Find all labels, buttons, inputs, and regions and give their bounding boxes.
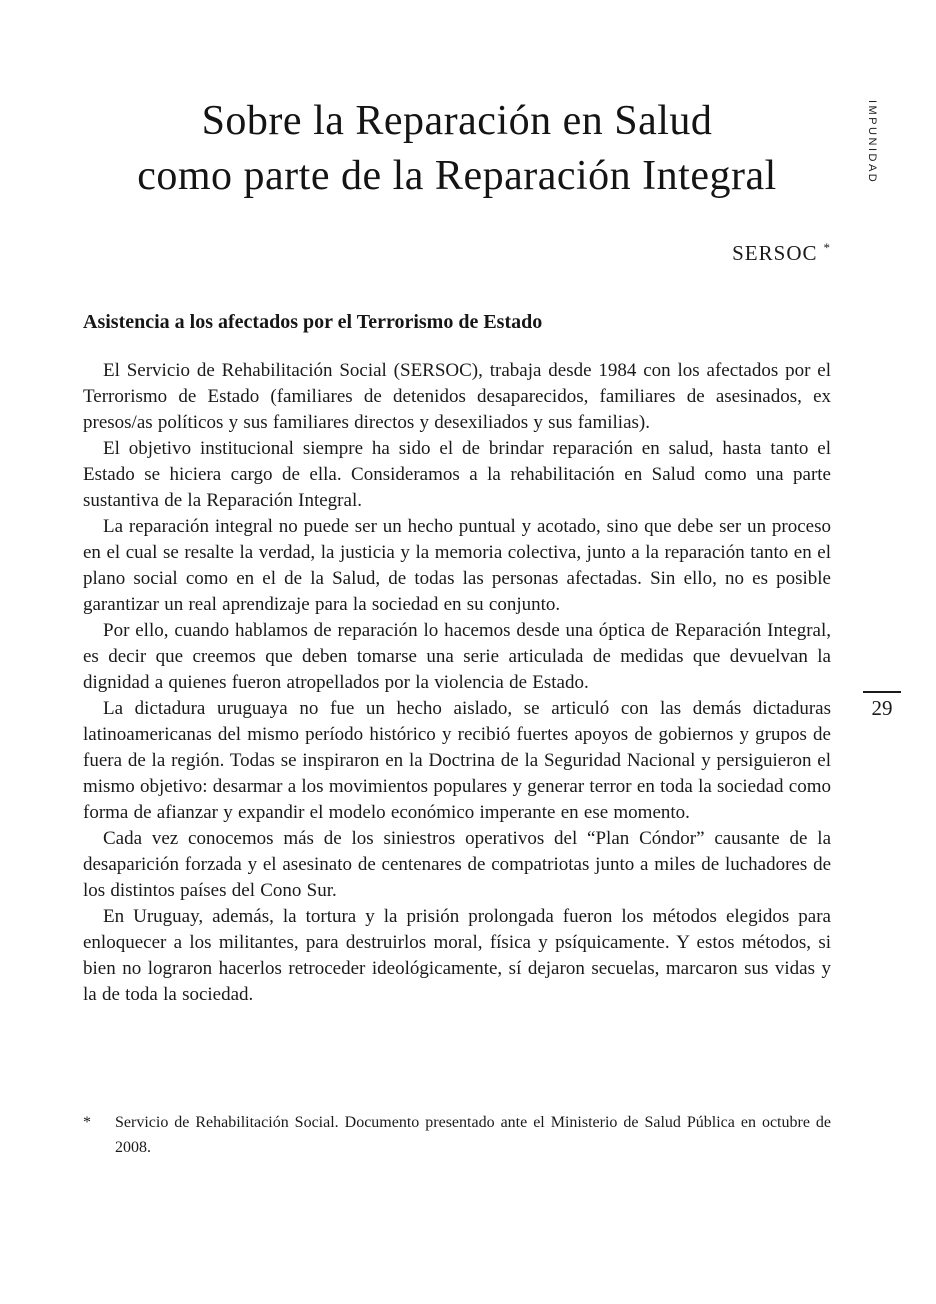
paragraph: La dictadura uruguaya no fue un hecho aislado, se articuló con las demás dictaduras latinoamericanas del mismo período histórico y recibió fuertes apoyos de gobiernos y grupos de fuera de la región. Todas se inspiraron en la Doctrina de la Seguridad Nacional y persiguieron el mismo objetivo: desarmar a los movimientos populares y generar terror en toda la sociedad como forma de afianzar y expandir el modelo económico imperante en ese momento. [83,698,831,823]
paragraph: En Uruguay, además, la tortura y la prisión prolongada fueron los métodos elegidos para enloquecer a los militantes, para destruirlos moral, física y psíquicamente. Y estos métodos, si bien no lograron hacerlos retroceder ideológicamente, sí dejaron secuelas, marcaron sus vidas y la de toda la sociedad. [83,906,831,1005]
paragraph: El Servicio de Rehabilitación Social (SERSOC), trabaja desde 1984 con los afectados por el Terrorismo de Estado (familiares de detenidos desaparecidos, familiares de asesinados, ex presos/as políticos y sus familiares directos y desexiliados y sus familias). [83,360,831,433]
article-title-line-2: como parte de la Reparación Integral [137,153,777,199]
article-title-line-1: Sobre la Reparación en Salud [201,98,713,144]
page-number-block [863,691,901,720]
margin-vertical-label: IMPUNIDAD [866,100,878,185]
footnote-marker: * [83,1114,91,1131]
article-title [83,94,831,204]
section-heading: Asistencia a los afectados por el Terrorismo de Estado [83,311,543,333]
page-number: 29 [871,696,893,720]
footnote-text: Servicio de Rehabilitación Social. Documento presentado ante el Ministerio de Salud Pública en octubre de 2008. [115,1114,831,1156]
body-text [83,358,831,1008]
author-footnote-mark: * [823,240,831,255]
paragraph: El objetivo institucional siempre ha sido el de brindar reparación en salud, hasta tanto el Estado se hiciera cargo de ella. Consideramos a la rehabilitación en Salud como una parte sustantiva de la Reparación Integral. [83,438,831,511]
page-content [83,0,831,1008]
paragraph: Cada vez conocemos más de los siniestros operativos del “Plan Cóndor” causante de la desaparición forzada y el asesinato de centenares de compatriotas junto a miles de luchadores de los distintos países del Cono Sur. [83,828,831,901]
footnote [83,1110,831,1160]
author-name: SERSOC [732,241,818,265]
paragraph: Por ello, cuando hablamos de reparación lo hacemos desde una óptica de Reparación Integral, es decir que creemos que deben tomarse una serie articulada de medidas que devuelvan la dignidad a quienes fueron atropellados por la violencia de Estado. [83,620,831,693]
byline [83,240,831,266]
paragraph: La reparación integral no puede ser un hecho puntual y acotado, sino que debe ser un proceso en el cual se resalte la verdad, la justicia y la memoria colectiva, junto a la reparación tanto en el plano social como en el de la Salud, de todas las personas afectadas. Sin ello, no es posible garantizar un real aprendizaje para la sociedad en su conjunto. [83,516,831,615]
